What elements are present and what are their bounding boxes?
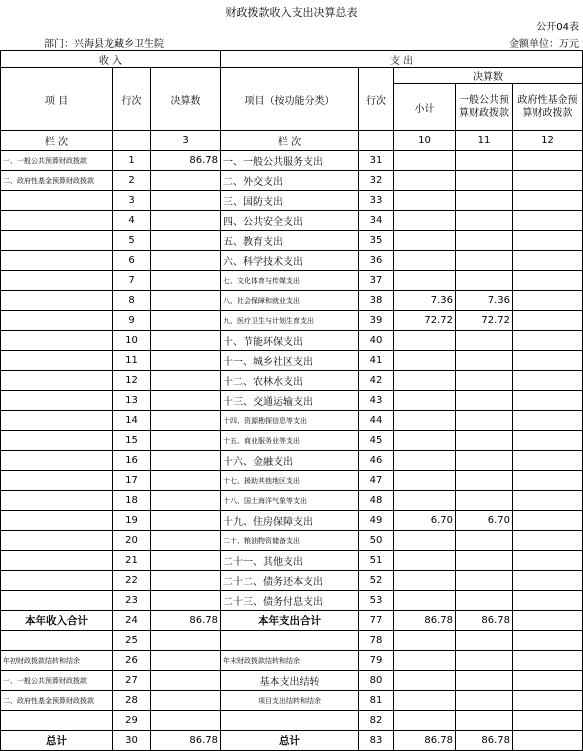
income-row-no: 15 (113, 431, 151, 451)
income-amount (151, 351, 221, 371)
income-amount (151, 331, 221, 351)
income-item (1, 231, 113, 251)
income-item (1, 631, 113, 651)
table-row (1, 671, 583, 691)
table-row (1, 491, 583, 511)
table-row (1, 611, 583, 631)
income-row-no: 3 (113, 191, 151, 211)
table-row (1, 391, 583, 411)
expense-row-no: 52 (359, 571, 394, 591)
fund-budget-amount (513, 151, 583, 171)
table-row (1, 371, 583, 391)
income-row-no: 1 (113, 151, 151, 171)
subtotal-amount (394, 191, 456, 211)
expense-row-no: 79 (359, 651, 394, 671)
expense-item: 项目支出结转和结余 (221, 691, 359, 711)
income-row-no: 26 (113, 651, 151, 671)
expense-row-no: 47 (359, 471, 394, 491)
general-budget-amount (456, 271, 513, 291)
general-budget-amount: 72.72 (456, 311, 513, 331)
table-row (1, 631, 583, 651)
expense-row-no: 40 (359, 331, 394, 351)
expense-item: 十五、商业服务业等支出 (221, 431, 359, 451)
income-row-no: 16 (113, 451, 151, 471)
expense-item: 一、一般公共服务支出 (221, 151, 359, 171)
expense-row-no: 45 (359, 431, 394, 451)
expense-row-no: 82 (359, 711, 394, 731)
expense-row-no: 83 (359, 731, 394, 751)
general-budget-amount (456, 331, 513, 351)
income-group-header: 收 入 (1, 51, 221, 68)
subtotal-amount: 86.78 (394, 731, 456, 751)
subtotal-amount (394, 651, 456, 671)
income-row-no: 24 (113, 611, 151, 631)
table-row (1, 431, 583, 451)
table-row (1, 591, 583, 611)
expense-row-no: 80 (359, 671, 394, 691)
income-row-no: 18 (113, 491, 151, 511)
income-item (1, 351, 113, 371)
income-amount: 86.78 (151, 151, 221, 171)
income-amount (151, 511, 221, 531)
income-amount (151, 431, 221, 451)
subtotal-amount (394, 231, 456, 251)
report-title: 财政拨款收入支出决算总表 (225, 6, 358, 19)
income-item (1, 431, 113, 451)
expense-item (221, 631, 359, 651)
income-row-no: 23 (113, 591, 151, 611)
fund-budget-amount (513, 571, 583, 591)
income-item (1, 391, 113, 411)
general-budget-amount (456, 551, 513, 571)
subtotal-amount (394, 491, 456, 511)
income-item: 一、一般公共预算财政拨款 (1, 151, 113, 171)
fund-budget-amount (513, 431, 583, 451)
general-budget-amount (456, 431, 513, 451)
income-amount (151, 571, 221, 591)
income-row-no: 4 (113, 211, 151, 231)
subtotal-amount (394, 471, 456, 491)
expense-row-no: 31 (359, 151, 394, 171)
budget-table (0, 50, 583, 751)
income-amount (151, 411, 221, 431)
subtotal-amount: 72.72 (394, 311, 456, 331)
general-budget-amount (456, 711, 513, 731)
table-row (1, 411, 583, 431)
table-row (1, 211, 583, 231)
col-exp-row-no-header: 行次 (359, 68, 394, 131)
general-budget-amount (456, 631, 513, 651)
general-budget-amount: 86.78 (456, 731, 513, 751)
fund-budget-amount (513, 231, 583, 251)
expense-item: 六、科学技术支出 (221, 251, 359, 271)
expense-item: 十九、住房保障支出 (221, 511, 359, 531)
expense-item: 十三、交通运输支出 (221, 391, 359, 411)
table-row (1, 231, 583, 251)
income-row-no: 28 (113, 691, 151, 711)
subtotal-amount (394, 691, 456, 711)
table-row (1, 171, 583, 191)
expense-item: 三、国防支出 (221, 191, 359, 211)
general-budget-amount (456, 171, 513, 191)
expense-item: 二、外交支出 (221, 171, 359, 191)
expense-item: 二十三、债务付息支出 (221, 591, 359, 611)
expense-item (221, 711, 359, 731)
income-item (1, 211, 113, 231)
general-budget-amount (456, 591, 513, 611)
code-row-label-right: 栏 次 (221, 131, 359, 151)
general-budget-amount: 86.78 (456, 611, 513, 631)
income-amount (151, 651, 221, 671)
table-row (1, 191, 583, 211)
col-fund-header: 政府性基金预算财政拨款 (513, 84, 583, 131)
income-item (1, 531, 113, 551)
fund-budget-amount (513, 611, 583, 631)
expense-row-no: 81 (359, 691, 394, 711)
income-row-no: 10 (113, 331, 151, 351)
expense-row-no: 37 (359, 271, 394, 291)
fund-budget-amount (513, 271, 583, 291)
expense-row-no: 35 (359, 231, 394, 251)
income-amount (151, 531, 221, 551)
table-row (1, 711, 583, 731)
general-budget-amount (456, 531, 513, 551)
expense-row-no: 44 (359, 411, 394, 431)
fund-budget-amount (513, 471, 583, 491)
income-amount (151, 391, 221, 411)
col-item-header: 项 目 (1, 68, 113, 131)
income-item (1, 711, 113, 731)
table-row (1, 451, 583, 471)
expense-row-no: 42 (359, 371, 394, 391)
expense-item: 二十一、其他支出 (221, 551, 359, 571)
expense-item: 十六、金融支出 (221, 451, 359, 471)
general-budget-amount (456, 251, 513, 271)
fund-budget-amount (513, 691, 583, 711)
fund-budget-amount (513, 191, 583, 211)
income-amount (151, 371, 221, 391)
expense-row-no: 38 (359, 291, 394, 311)
income-amount (151, 591, 221, 611)
income-row-no: 11 (113, 351, 151, 371)
fund-budget-amount (513, 451, 583, 471)
table-row (1, 651, 583, 671)
income-amount (151, 671, 221, 691)
income-row-no: 20 (113, 531, 151, 551)
subtotal-amount (394, 531, 456, 551)
income-row-no: 9 (113, 311, 151, 331)
income-row-no: 14 (113, 411, 151, 431)
expense-item: 十七、援助其他地区支出 (221, 471, 359, 491)
fund-budget-amount (513, 491, 583, 511)
general-budget-amount: 7.36 (456, 291, 513, 311)
table-row (1, 151, 583, 171)
income-amount (151, 231, 221, 251)
unit-label: 金额单位：万元 (509, 39, 579, 50)
col-exp-item-header: 项目（按功能分类） (221, 68, 359, 131)
fund-budget-amount (513, 291, 583, 311)
income-amount (151, 551, 221, 571)
expense-row-no: 51 (359, 551, 394, 571)
col-amount-header: 决算数 (151, 68, 221, 131)
income-row-no: 12 (113, 371, 151, 391)
income-amount (151, 291, 221, 311)
subtotal-amount (394, 671, 456, 691)
income-row-no: 6 (113, 251, 151, 271)
general-budget-amount (456, 351, 513, 371)
expense-item: 十二、农林水支出 (221, 371, 359, 391)
fund-budget-amount (513, 731, 583, 751)
code-row-general-no: 11 (456, 131, 513, 151)
income-item (1, 591, 113, 611)
fund-budget-amount (513, 371, 583, 391)
table-row (1, 311, 583, 331)
expense-item: 二十、粮油物资储备支出 (221, 531, 359, 551)
income-item: 本年收入合计 (1, 611, 113, 631)
department-label: 部门：兴海县龙藏乡卫生院 (44, 39, 164, 50)
income-item: 年初财政拨款结转和结余 (1, 651, 113, 671)
expense-item: 年末财政拨款结转和结余 (221, 651, 359, 671)
income-amount (151, 711, 221, 731)
expense-row-no: 32 (359, 171, 394, 191)
income-amount (151, 211, 221, 231)
subtotal-amount (394, 171, 456, 191)
fund-budget-amount (513, 251, 583, 271)
subtotal-amount: 7.36 (394, 291, 456, 311)
table-row (1, 351, 583, 371)
fund-budget-amount (513, 511, 583, 531)
income-item (1, 511, 113, 531)
income-amount (151, 251, 221, 271)
subtotal-amount (394, 271, 456, 291)
general-budget-amount (456, 231, 513, 251)
subtotal-amount (394, 251, 456, 271)
fund-budget-amount (513, 651, 583, 671)
income-amount (151, 271, 221, 291)
fund-budget-amount (513, 531, 583, 551)
income-amount (151, 451, 221, 471)
table-row (1, 291, 583, 311)
table-row (1, 331, 583, 351)
general-budget-amount (456, 371, 513, 391)
expense-item: 基本支出结转 (221, 671, 359, 691)
general-budget-amount (456, 151, 513, 171)
code-row-subtotal-no: 10 (394, 131, 456, 151)
income-row-no: 19 (113, 511, 151, 531)
subtotal-amount: 86.78 (394, 611, 456, 631)
general-budget-amount (456, 191, 513, 211)
expense-item: 七、文化体育与传媒支出 (221, 271, 359, 291)
subtotal-amount (394, 411, 456, 431)
expense-row-no: 78 (359, 631, 394, 651)
fund-budget-amount (513, 311, 583, 331)
subtotal-amount (394, 551, 456, 571)
table-row (1, 571, 583, 591)
col-row-no-header: 行次 (113, 68, 151, 131)
income-row-no: 27 (113, 671, 151, 691)
income-amount (151, 491, 221, 511)
table-row (1, 271, 583, 291)
fund-budget-amount (513, 171, 583, 191)
income-amount (151, 691, 221, 711)
income-item (1, 291, 113, 311)
general-budget-amount (456, 451, 513, 471)
code-row-label-left: 栏 次 (1, 131, 113, 151)
subtotal-amount (394, 331, 456, 351)
income-row-no: 5 (113, 231, 151, 251)
fund-budget-amount (513, 351, 583, 371)
expense-row-no: 48 (359, 491, 394, 511)
expense-item: 九、医疗卫生与计划生育支出 (221, 311, 359, 331)
income-amount (151, 191, 221, 211)
general-budget-amount (456, 211, 513, 231)
table-row (1, 251, 583, 271)
general-budget-amount (456, 391, 513, 411)
code-row-empty (359, 131, 394, 151)
income-row-no: 17 (113, 471, 151, 491)
expense-row-no: 41 (359, 351, 394, 371)
expense-item: 八、社会保障和就业支出 (221, 291, 359, 311)
income-item (1, 551, 113, 571)
income-item (1, 251, 113, 271)
expense-item: 总计 (221, 731, 359, 751)
expense-group-header: 支 出 (221, 51, 583, 68)
expense-row-no: 77 (359, 611, 394, 631)
income-item (1, 191, 113, 211)
col-final-header: 决算数 (394, 68, 583, 84)
income-amount: 86.78 (151, 611, 221, 631)
fund-budget-amount (513, 551, 583, 571)
expense-item: 十八、国土海洋气象等支出 (221, 491, 359, 511)
table-row (1, 531, 583, 551)
report-code: 公开04表 (536, 22, 579, 33)
income-row-no: 29 (113, 711, 151, 731)
subtotal-amount: 6.70 (394, 511, 456, 531)
table-row (1, 731, 583, 751)
income-row-no: 30 (113, 731, 151, 751)
general-budget-amount (456, 471, 513, 491)
general-budget-amount (456, 671, 513, 691)
subtotal-amount (394, 351, 456, 371)
col-subtotal-header: 小计 (394, 84, 456, 131)
fund-budget-amount (513, 631, 583, 651)
income-amount (151, 171, 221, 191)
subtotal-amount (394, 431, 456, 451)
expense-row-no: 50 (359, 531, 394, 551)
expense-row-no: 36 (359, 251, 394, 271)
subtotal-amount (394, 211, 456, 231)
income-amount: 86.78 (151, 731, 221, 751)
income-row-no: 21 (113, 551, 151, 571)
fund-budget-amount (513, 711, 583, 731)
income-row-no: 7 (113, 271, 151, 291)
subtotal-amount (394, 451, 456, 471)
general-budget-amount (456, 491, 513, 511)
income-amount (151, 471, 221, 491)
income-amount (151, 631, 221, 651)
fund-budget-amount (513, 331, 583, 351)
general-budget-amount (456, 411, 513, 431)
expense-item: 二十二、债务还本支出 (221, 571, 359, 591)
subtotal-amount (394, 591, 456, 611)
expense-row-no: 33 (359, 191, 394, 211)
expense-item: 本年支出合计 (221, 611, 359, 631)
income-item (1, 491, 113, 511)
income-item (1, 571, 113, 591)
table-row (1, 511, 583, 531)
code-row-fund-no: 12 (513, 131, 583, 151)
general-budget-amount (456, 691, 513, 711)
income-row-no: 8 (113, 291, 151, 311)
subtotal-amount (394, 711, 456, 731)
income-item: 总计 (1, 731, 113, 751)
income-row-no: 22 (113, 571, 151, 591)
income-item (1, 451, 113, 471)
col-general-header: 一般公共预算财政拨款 (456, 84, 513, 131)
expense-row-no: 53 (359, 591, 394, 611)
expense-item: 十四、资源勘探信息等支出 (221, 411, 359, 431)
subtotal-amount (394, 571, 456, 591)
subtotal-amount (394, 631, 456, 651)
code-row-empty (113, 131, 151, 151)
expense-row-no: 34 (359, 211, 394, 231)
general-budget-amount (456, 571, 513, 591)
expense-row-no: 43 (359, 391, 394, 411)
fund-budget-amount (513, 411, 583, 431)
income-item: 二、政府性基金预算财政拨款 (1, 171, 113, 191)
table-row (1, 471, 583, 491)
table-row (1, 551, 583, 571)
income-item (1, 331, 113, 351)
income-item (1, 371, 113, 391)
subtotal-amount (394, 391, 456, 411)
fund-budget-amount (513, 211, 583, 231)
income-row-no: 2 (113, 171, 151, 191)
expense-row-no: 49 (359, 511, 394, 531)
expense-item: 十一、城乡社区支出 (221, 351, 359, 371)
general-budget-amount (456, 651, 513, 671)
subtotal-amount (394, 151, 456, 171)
table-row (1, 691, 583, 711)
expense-item: 四、公共安全支出 (221, 211, 359, 231)
fund-budget-amount (513, 591, 583, 611)
general-budget-amount: 6.70 (456, 511, 513, 531)
code-row-amount-no: 3 (151, 131, 221, 151)
income-item (1, 411, 113, 431)
income-amount (151, 311, 221, 331)
income-item (1, 271, 113, 291)
expense-row-no: 46 (359, 451, 394, 471)
expense-item: 十、节能环保支出 (221, 331, 359, 351)
income-item: 二、政府性基金预算财政拨款 (1, 691, 113, 711)
expense-row-no: 39 (359, 311, 394, 331)
fund-budget-amount (513, 671, 583, 691)
subtotal-amount (394, 371, 456, 391)
income-item (1, 471, 113, 491)
income-row-no: 25 (113, 631, 151, 651)
income-item: 一、一般公共预算财政拨款 (1, 671, 113, 691)
income-row-no: 13 (113, 391, 151, 411)
income-item (1, 311, 113, 331)
fund-budget-amount (513, 391, 583, 411)
expense-item: 五、教育支出 (221, 231, 359, 251)
